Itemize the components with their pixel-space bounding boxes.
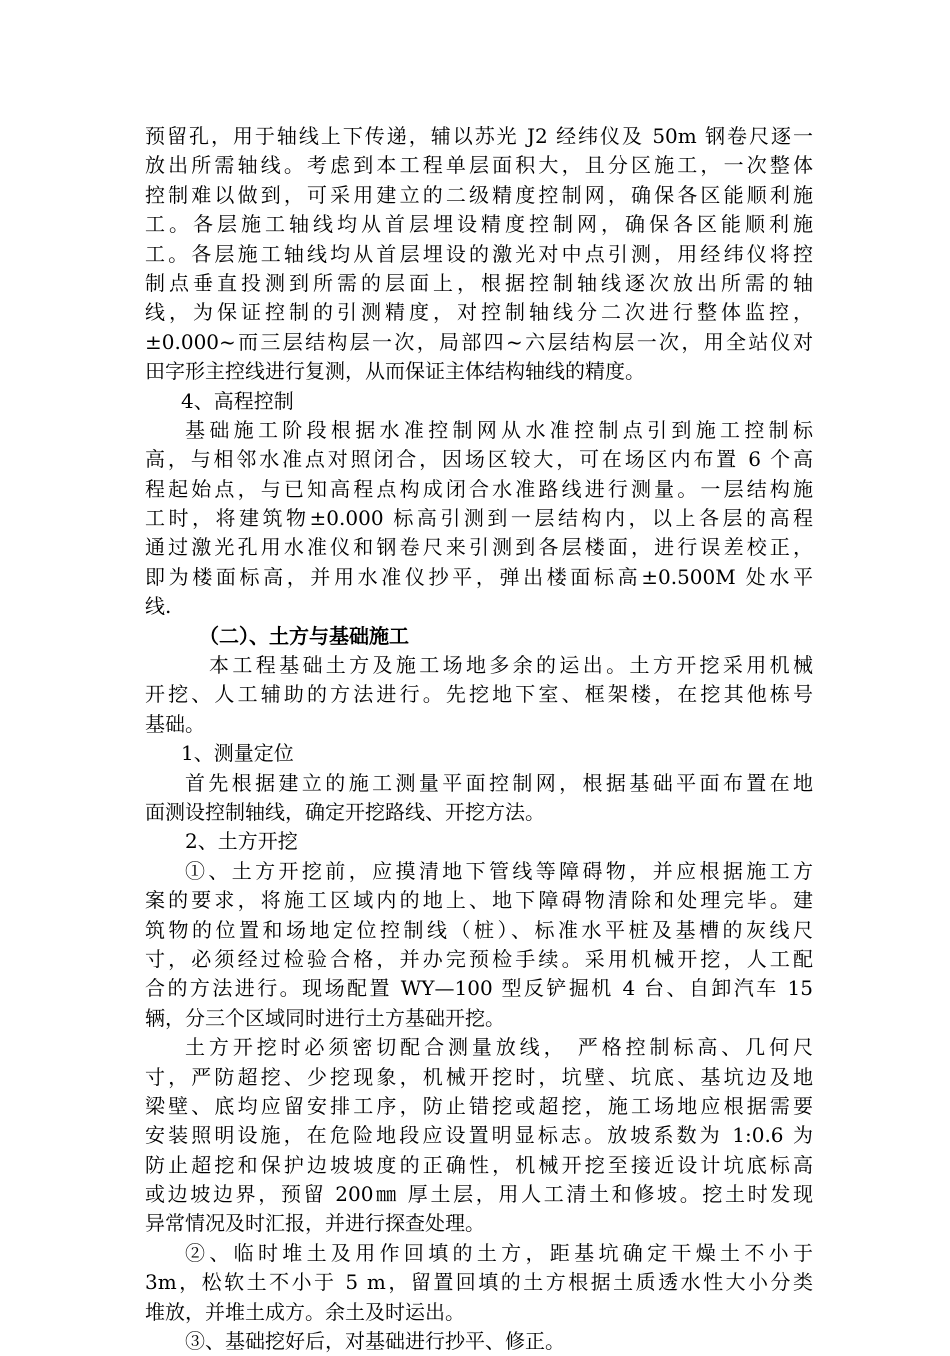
- text-line: 寸，必须经过检验合格，并办完预检手续。采用机械开挖，人工配: [145, 946, 813, 971]
- text-line: 防止超挖和保护边坡坡度的正确性，机械开挖至接近设计坑底标高: [145, 1152, 813, 1177]
- text-line: 基础施工阶段根据水准控制网从水准控制点引到施工控制标: [185, 417, 813, 442]
- text-line: 工时，将建筑物±0.000 标高引测到一层结构内，以上各层的高程: [145, 506, 813, 531]
- text-line: 3m，松软土不小于 5 m，留置回填的土方根据土质透水性大小分类: [145, 1270, 813, 1295]
- paragraph-excavation-1: [145, 857, 813, 1033]
- text-line: 或边坡边界，预留 200㎜ 厚土层，用人工清土和修坡。挖土时发现: [145, 1182, 813, 1207]
- section-title-earthwork: （二）、土方与基础施工: [199, 623, 409, 648]
- text-line: 案的要求，将施工区域内的地上、地下障碍物清除和处理完毕。建: [145, 888, 813, 913]
- text-line: 寸，严防超挖、少挖现象，机械开挖时，坑壁、坑底、基坑边及地: [145, 1064, 813, 1089]
- text-line: 工。各层施工轴线均从首层埋设的激光对中点引测，用经纬仪将控: [145, 241, 813, 266]
- subheading-survey-positioning: 1、测量定位: [181, 741, 294, 766]
- text-line: 线，为保证控制的引测精度，对控制轴线分二次进行整体监控，: [145, 300, 813, 325]
- paragraph-excavation-details: [145, 1033, 813, 1239]
- text-line: 程起始点，与已知高程点构成闭合水准路线进行测量。一层结构施: [145, 476, 813, 501]
- text-line: 田字形主控线进行复测，从而保证主体结构轴线的精度。: [145, 359, 645, 384]
- text-line: 合的方法进行。现场配置 WY—100 型反铲掘机 4 台、自卸汽车 15: [145, 976, 813, 1001]
- text-line: 即为楼面标高，并用水准仪抄平，弹出楼面标高±0.500M 处水平: [145, 564, 813, 589]
- text-line: 土方开挖时必须密切配合测量放线， 严格控制标高、几何尺: [185, 1035, 813, 1060]
- text-line: 控制难以做到，可采用建立的二级精度控制网，确保各区能顺利施: [145, 182, 813, 207]
- text-line: 辆，分三个区域同时进行土方基础开挖。: [145, 1005, 505, 1030]
- paragraph-excavation-3: [145, 1327, 813, 1356]
- text-line: 基础。: [145, 711, 205, 736]
- text-line: 工。各层施工轴线均从首层埋设精度控制网，确保各区能顺利施: [145, 212, 813, 237]
- text-line: 筑物的位置和场地定位控制线（桩）、标准水平桩及基槽的灰线尺: [145, 917, 813, 942]
- subheading-elevation-control: 4、高程控制: [181, 388, 294, 413]
- text-line: ②、临时堆土及用作回填的土方，距基坑确定干燥土不小于: [185, 1240, 813, 1265]
- text-line: 预留孔，用于轴线上下传递，辅以苏光 J2 经纬仪及 50m 钢卷尺逐一: [145, 124, 813, 148]
- text-line: 面测设控制轴线，确定开挖路线、开挖方法。: [145, 799, 545, 824]
- paragraph-survey: [145, 769, 813, 828]
- text-line: 通过激光孔用水准仪和钢卷尺来引测到各层楼面，进行误差校正，: [145, 535, 813, 560]
- text-line: ①、土方开挖前，应摸清地下管线等障碍物，并应根据施工方: [185, 858, 813, 883]
- text-line: 制点垂直投测到所需的层面上，根据控制轴线逐次放出所需的轴: [145, 270, 813, 295]
- paragraph-earthwork-intro: [145, 651, 813, 739]
- text-line: 堆放，并堆土成方。余土及时运出。: [145, 1299, 465, 1324]
- text-line: 安装照明设施，在危险地段应设置明显标志。放坡系数为 1:0.6 为: [145, 1123, 813, 1148]
- text-line: 放出所需轴线。考虑到本工程单层面积大，且分区施工，一次整体: [145, 153, 813, 178]
- paragraph-axis-control: [145, 122, 813, 387]
- text-line: 首先根据建立的施工测量平面控制网，根据基础平面布置在地: [185, 770, 813, 795]
- text-line: ±0.000~而三层结构层一次，局部四~六层结构层一次，用全站仪对: [145, 329, 813, 354]
- text-line: 异常情况及时汇报，并进行探查处理。: [145, 1211, 485, 1236]
- text-line: 线.: [145, 594, 172, 619]
- text-line: 梁壁、底均应留安排工序，防止错挖或超挖，施工场地应根据需要: [145, 1093, 813, 1118]
- text-line: 本工程基础土方及施工场地多余的运出。土方开挖采用机械: [209, 653, 813, 678]
- text-line: 高，与相邻水准点对照闭合，因场区较大，可在场区内布置 6 个高: [145, 447, 813, 472]
- document-page: [145, 122, 813, 1356]
- paragraph-elevation-control: [145, 416, 813, 622]
- subheading-excavation: 2、土方开挖: [185, 829, 298, 854]
- text-line: 开挖、人工辅助的方法进行。先挖地下室、框架楼，在挖其他栋号: [145, 682, 813, 707]
- paragraph-excavation-2: [145, 1239, 813, 1327]
- text-line: ③、基础挖好后，对基础进行抄平、修正。: [185, 1329, 565, 1354]
